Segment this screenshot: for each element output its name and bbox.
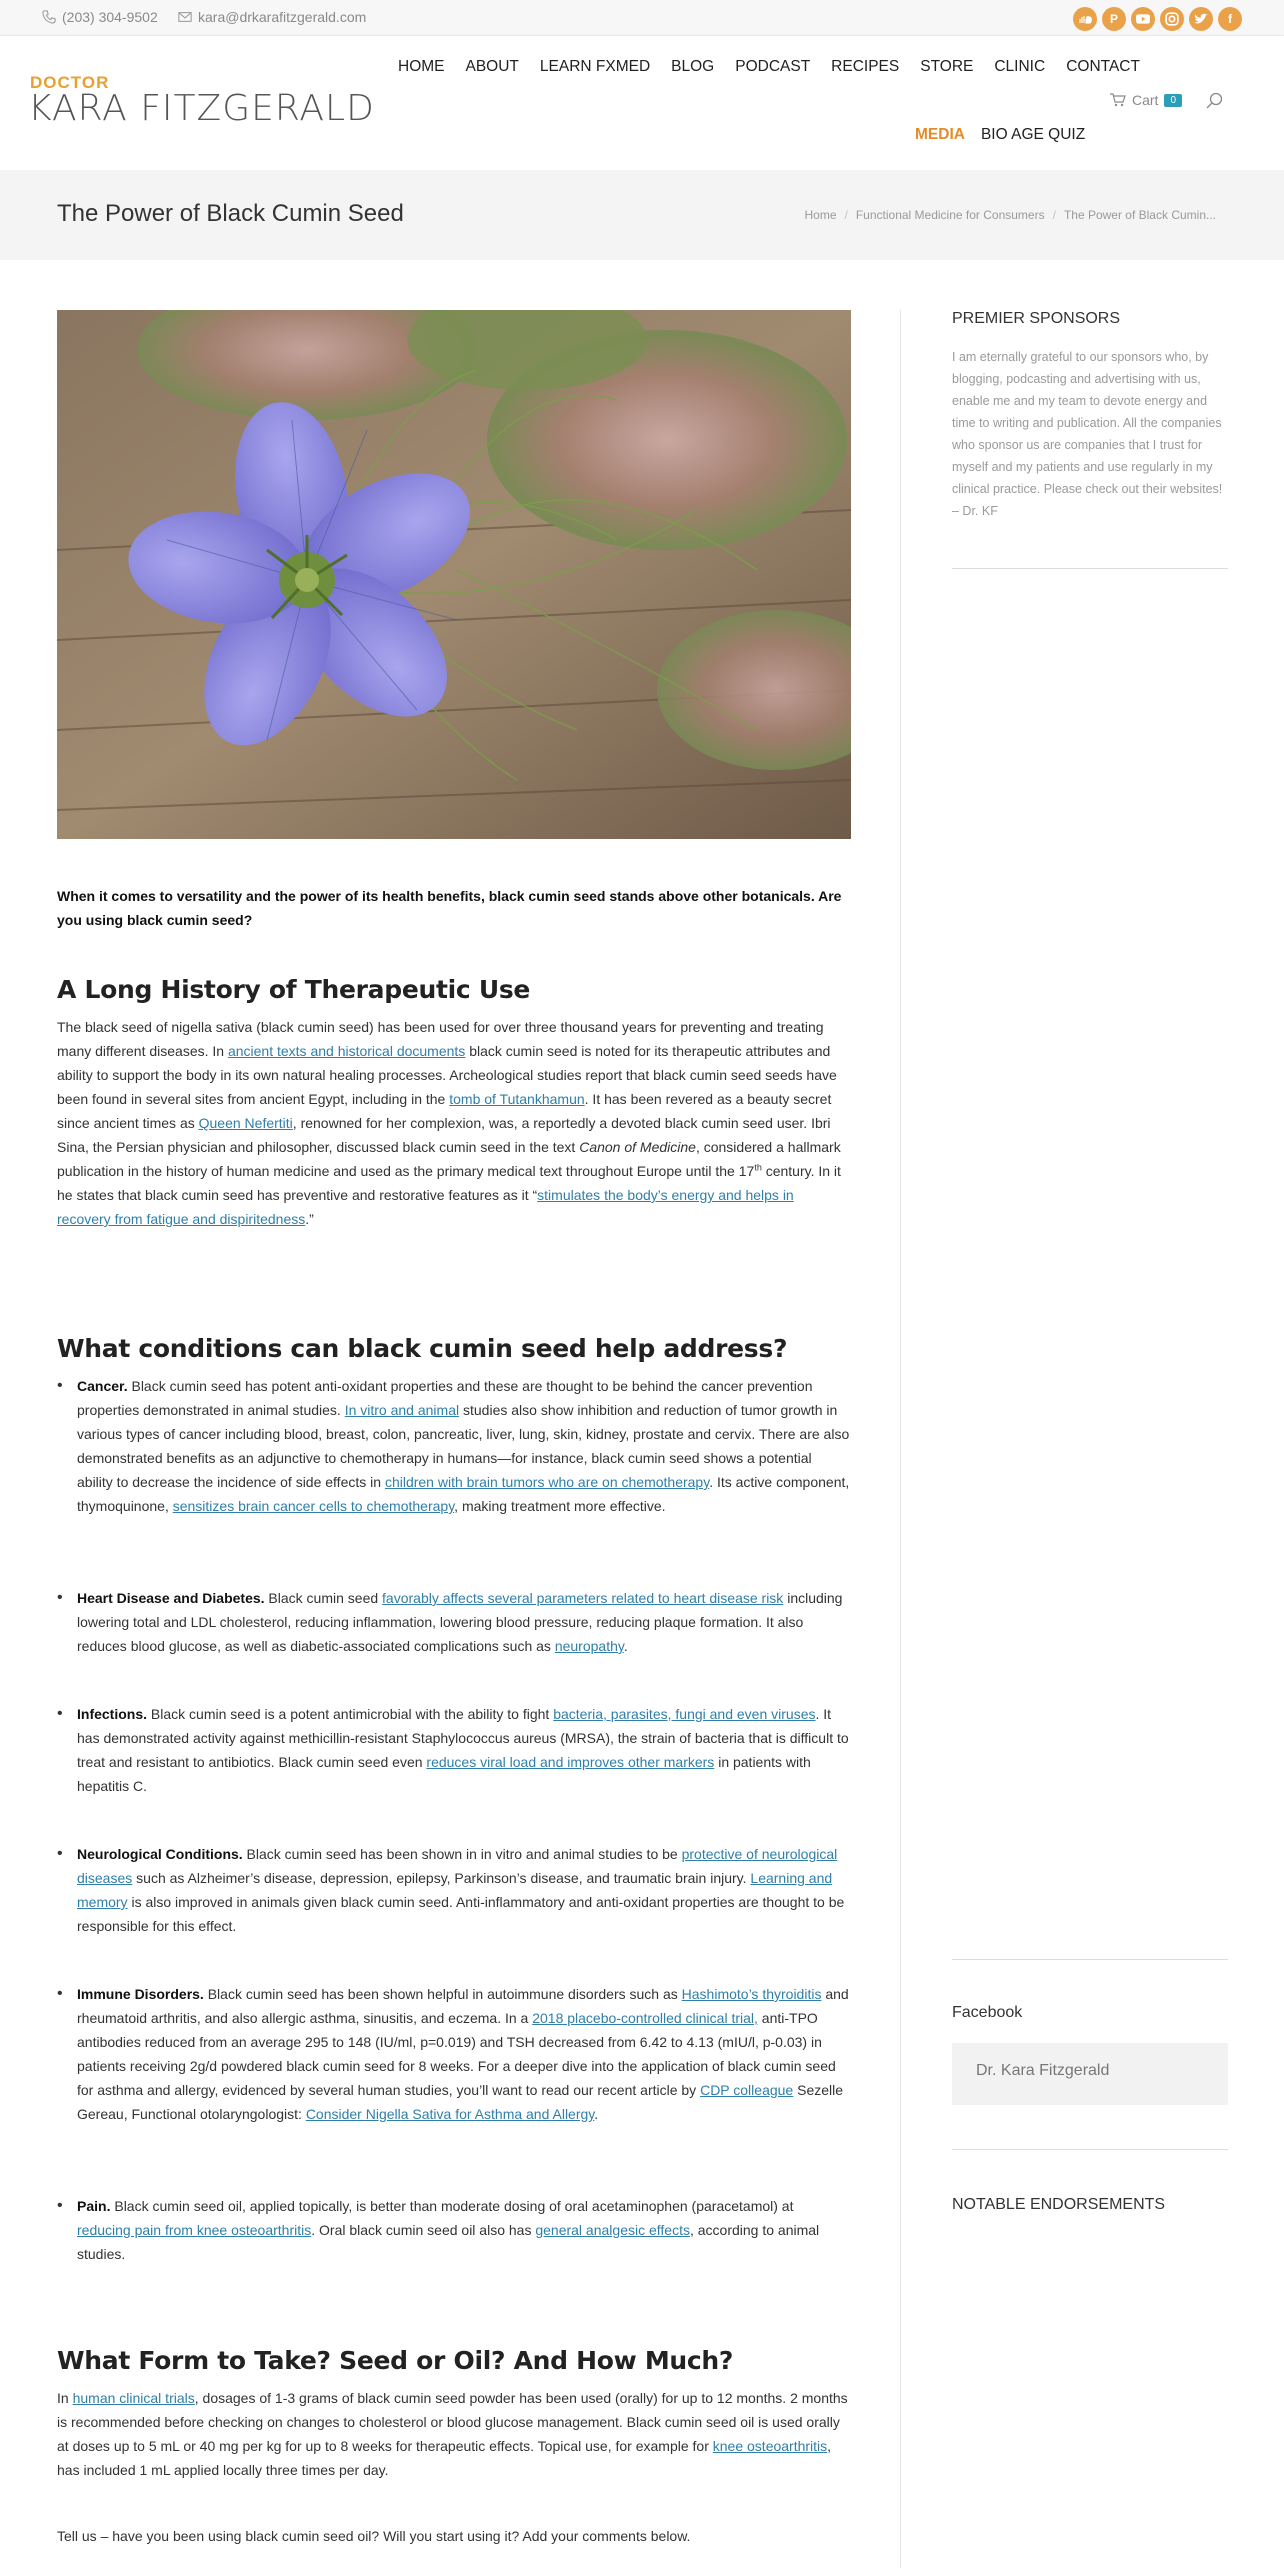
link-queen-nefertiti[interactable]: Queen Nefertiti xyxy=(198,1115,293,1131)
nav-contact[interactable]: CONTACT xyxy=(1066,58,1140,75)
link-children-brain-tumors[interactable]: children with brain tumors who are on chemotherapy xyxy=(384,1474,710,1490)
link-hashimotos[interactable]: Hashimoto’s thyroiditis xyxy=(681,1986,822,2002)
breadcrumb-category[interactable]: Functional Medicine for Consumers xyxy=(855,208,1045,222)
link-stimulates-energy[interactable]: stimulates the body’s energy and helps in recovery from fatigue and dispiritedness xyxy=(57,1187,794,1227)
search-icon[interactable] xyxy=(1206,92,1224,110)
facebook-icon[interactable]: f xyxy=(1218,7,1242,31)
link-bacteria-viruses[interactable]: bacteria, parasites, fungi and even viruses xyxy=(553,1706,816,1722)
envelope-icon xyxy=(178,10,192,24)
breadcrumb-separator: / xyxy=(844,208,848,222)
link-analgesic-effects[interactable]: general analgesic effects xyxy=(535,2222,690,2238)
pinterest-icon[interactable]: P xyxy=(1102,7,1126,31)
list-item-heart: • Heart Disease and Diabetes. Black cumin seed favorably affects several parameters related to heart disease risk including lowering total and LDL cholesterol, reducing inflammation, lowering blood pressure, reducing plaque formation. It also reduces blood glucose, as well as diabetic-associated complications such as neuropathy. xyxy=(77,1586,851,1658)
phone-contact[interactable] xyxy=(42,9,158,25)
link-cdp-colleague[interactable]: CDP colleague xyxy=(700,2082,794,2098)
link-nigella-asthma[interactable]: Consider Nigella Sativa for Asthma and Allergy xyxy=(305,2106,595,2122)
nav-store[interactable]: STORE xyxy=(920,58,974,75)
nav-recipes[interactable]: RECIPES xyxy=(831,58,900,75)
sidebar-facebook-title: Facebook xyxy=(952,2004,1023,2021)
sidebar-sponsors-text: I am eternally grateful to our sponsors who, by blogging, podcasting and advertising with us, enable me and my team to devote energy and time to writing and publication. All the companies who sponsor us are companies that I trust for myself and my patients and use regularly in my clinical practice. Please check out their websites! – Dr. KF xyxy=(952,350,1223,518)
list-item-cancer: • Cancer. Black cumin seed has potent anti-oxidant properties and these are thought to be behind the cancer prevention properties demonstrated in animal studies. In vitro and animal studies also show inhibition and reduction of tumor growth in various types of cancer including blood, breast, colon, pancreatic, liver, lung, skin, kidney, prostate and cervix. There are also demonstrated benefits as an adjunctive to chemotherapy in humans—for instance, black cumin seed shows a potential ability to decrease the incidence of side effects in children with brain tumors who are on chemotherapy. Its active component, thymoquinone, sensitizes brain cancer cells to chemotherapy, making treatment more effective. xyxy=(77,1374,851,1518)
list-item-immune: • Immune Disorders. Black cumin seed has been shown helpful in autoimmune disorders such as Hashimoto’s thyroiditis and rheumatoid arthritis, and also allergic asthma, sinusitis, and eczema. In a 2018 placebo-controlled clinical trial, anti-TPO antibodies reduced from an average 295 to 148 (IU/ml, p=0.019) and TSH decreased from 6.42 to 4.13 (mIU/l, p-0.03) in patients receiving 2g/d powdered black cumin seed for 8 weeks. For a deeper dive into the application of black cumin seed for asthma and allergy, evidenced by several human studies, you’ll want to read our recent article by CDP colleague Sezelle Gereau, Functional otolaryngologist: Consider Nigella Sativa for Asthma and Allergy. xyxy=(77,1982,851,2126)
nav-home[interactable]: HOME xyxy=(398,58,445,75)
instagram-icon[interactable] xyxy=(1160,7,1184,31)
phone-icon xyxy=(42,10,56,24)
site-header xyxy=(0,36,1284,170)
link-neurological-diseases[interactable]: protective of neurological diseases xyxy=(77,1846,838,1886)
heading-conditions: What conditions can black cumin seed help address? xyxy=(57,1334,788,1363)
page-title: The Power of Black Cumin Seed xyxy=(57,200,404,227)
form-paragraph: In human clinical trials, dosages of 1-3 grams of black cumin seed powder has been used (orally) for up to 12 months. 2 months is recommended before checking on changes to cholesterol or blood glucose management. Black cumin seed oil is used orally at doses up to 5 mL or 40 mg per kg for up to 8 weeks for therapeutic effects. Topical use, for example for knee osteoarthritis, has included 1 mL applied locally three times per day. xyxy=(57,2390,848,2478)
link-sensitizes-brain-cancer[interactable]: sensitizes brain cancer cells to chemotherapy xyxy=(172,1498,455,1514)
link-2018-trial[interactable]: 2018 placebo-controlled clinical trial, xyxy=(532,2010,758,2026)
breadcrumb-current: The Power of Black Cumin... xyxy=(1063,208,1216,222)
top-bar xyxy=(0,0,1284,36)
history-paragraph: The black seed of nigella sativa (black cumin seed) has been used for over three thousand years for preventing and treating many different diseases. In ancient texts and historical documents black cumin seed is noted for its therapeutic attributes and ability to support the body in its own natural healing processes. Archeological studies report that black cumin seed seeds have been found in several sites from ancient Egypt, including in the tomb of Tutankhamun. It has been revered as a beauty secret since ancient times as Queen Nefertiti, renowned for her complexion, was, a reportedly a devoted black cumin seed user. Ibri Sina, the Persian physician and philosopher, discussed black cumin seed in the text Canon of Medicine, considered a hallmark publication in the history of human medicine and used as the primary medical text throughout Europe until the 17th century. In it he states that black cumin seed has preventive and restorative features as it “stimulates the body’s energy and helps in recovery from fatigue and dispiritedness.” xyxy=(57,1019,841,1227)
link-tomb-tutankhamun[interactable]: tomb of Tutankhamun xyxy=(449,1091,585,1107)
youtube-icon[interactable] xyxy=(1131,7,1155,31)
article-content xyxy=(57,310,851,839)
logo-doctor[interactable]: DOCTOR xyxy=(30,73,110,92)
cart-button[interactable] xyxy=(1110,92,1182,108)
nav-podcast[interactable]: PODCAST xyxy=(735,58,811,75)
link-knee-osteoarthritis[interactable]: knee osteoarthritis xyxy=(712,2438,828,2454)
list-item-infections: • Infections. Black cumin seed is a potent antimicrobial with the ability to fight bacteria, parasites, fungi and even viruses. It has demonstrated activity against methicillin-resistant Staphylococcus aureus (MRSA), the strain of bacteria that is difficult to treat and resistant to antibiotics. Black cumin seed even reduces viral load and improves other markers in patients with hepatitis C. xyxy=(77,1702,851,1798)
link-human-trials[interactable]: human clinical trials xyxy=(72,2390,195,2406)
heading-history: A Long History of Therapeutic Use xyxy=(57,975,531,1004)
heading-form: What Form to Take? Seed or Oil? And How Much? xyxy=(57,2346,734,2375)
nav-bio-age-quiz[interactable]: BIO AGE QUIZ xyxy=(980,126,1086,143)
social-links xyxy=(1073,7,1242,31)
list-item-neurological: • Neurological Conditions. Black cumin seed has been shown in in vitro and animal studies to be protective of neurological diseases such as Alzheimer’s disease, depression, epilepsy, Parkinson’s disease, and traumatic brain injury. Learning and memory is also improved in animals given black cumin seed. Anti-inflammatory and anti-oxidant properties are thought to be responsible for this effect. xyxy=(77,1842,851,1938)
hero-image-nigella-flower xyxy=(57,310,851,839)
soundcloud-icon[interactable] xyxy=(1073,7,1097,31)
main-nav xyxy=(398,58,1161,76)
sidebar-separator xyxy=(952,2149,1228,2150)
link-knee-pain[interactable]: reducing pain from knee osteoarthritis xyxy=(77,2222,312,2238)
link-neuropathy[interactable]: neuropathy xyxy=(554,1638,624,1654)
sidebar-sponsors-title: PREMIER SPONSORS xyxy=(952,310,1121,327)
sidebar-separator xyxy=(952,568,1228,569)
article-intro: When it comes to versatility and the power of its health benefits, black cumin seed stands above other botanicals. Are you using black cumin seed? xyxy=(57,888,842,928)
breadcrumb xyxy=(804,208,1216,222)
closing-paragraph: Tell us – have you been using black cumin seed oil? Will you start using it? Add your comments below. xyxy=(57,2528,691,2544)
link-viral-load[interactable]: reduces viral load and improves other markers xyxy=(426,1754,715,1770)
list-item-pain: • Pain. Black cumin seed oil, applied topically, is better than moderate dosing of oral acetaminophen (paracetamol) at reducing pain from knee osteoarthritis. Oral black cumin seed oil also has general analgesic effects, according to animal studies. xyxy=(77,2194,851,2266)
nav-learn-fxmed[interactable]: LEARN FXMED xyxy=(539,58,651,75)
secondary-nav xyxy=(915,126,1101,144)
nav-clinic[interactable]: CLINIC xyxy=(994,58,1046,75)
link-ancient-texts[interactable]: ancient texts and historical documents xyxy=(227,1043,466,1059)
cart-icon xyxy=(1110,93,1126,107)
breadcrumb-home[interactable]: Home xyxy=(804,208,837,222)
facebook-widget[interactable]: Dr. Kara Fitzgerald xyxy=(952,2043,1228,2105)
breadcrumb-separator: / xyxy=(1052,208,1056,222)
nav-about[interactable]: ABOUT xyxy=(465,58,519,75)
sidebar-endorsements-title: NOTABLE ENDORSEMENTS xyxy=(952,2196,1166,2213)
page-title-bar xyxy=(0,170,1284,260)
nav-blog[interactable]: BLOG xyxy=(671,58,715,75)
email-contact[interactable] xyxy=(178,9,366,25)
phone-number: (203) 304-9502 xyxy=(62,9,158,25)
cart-count-badge: 0 xyxy=(1164,94,1182,107)
twitter-icon[interactable] xyxy=(1189,7,1213,31)
email-address: kara@drkarafitzgerald.com xyxy=(198,9,367,25)
cart-label: Cart xyxy=(1132,92,1159,108)
nav-media[interactable]: MEDIA xyxy=(915,126,965,143)
sidebar-divider xyxy=(900,310,901,2568)
link-heart-disease-risk[interactable]: favorably affects several parameters related to heart disease risk xyxy=(382,1590,784,1606)
link-in-vitro-animal[interactable]: In vitro and animal xyxy=(344,1402,460,1418)
logo-name[interactable]: KARA FITZGERALD xyxy=(28,88,375,129)
link-learning-memory[interactable]: Learning and memory xyxy=(77,1870,833,1910)
sidebar-separator xyxy=(952,1959,1228,1960)
